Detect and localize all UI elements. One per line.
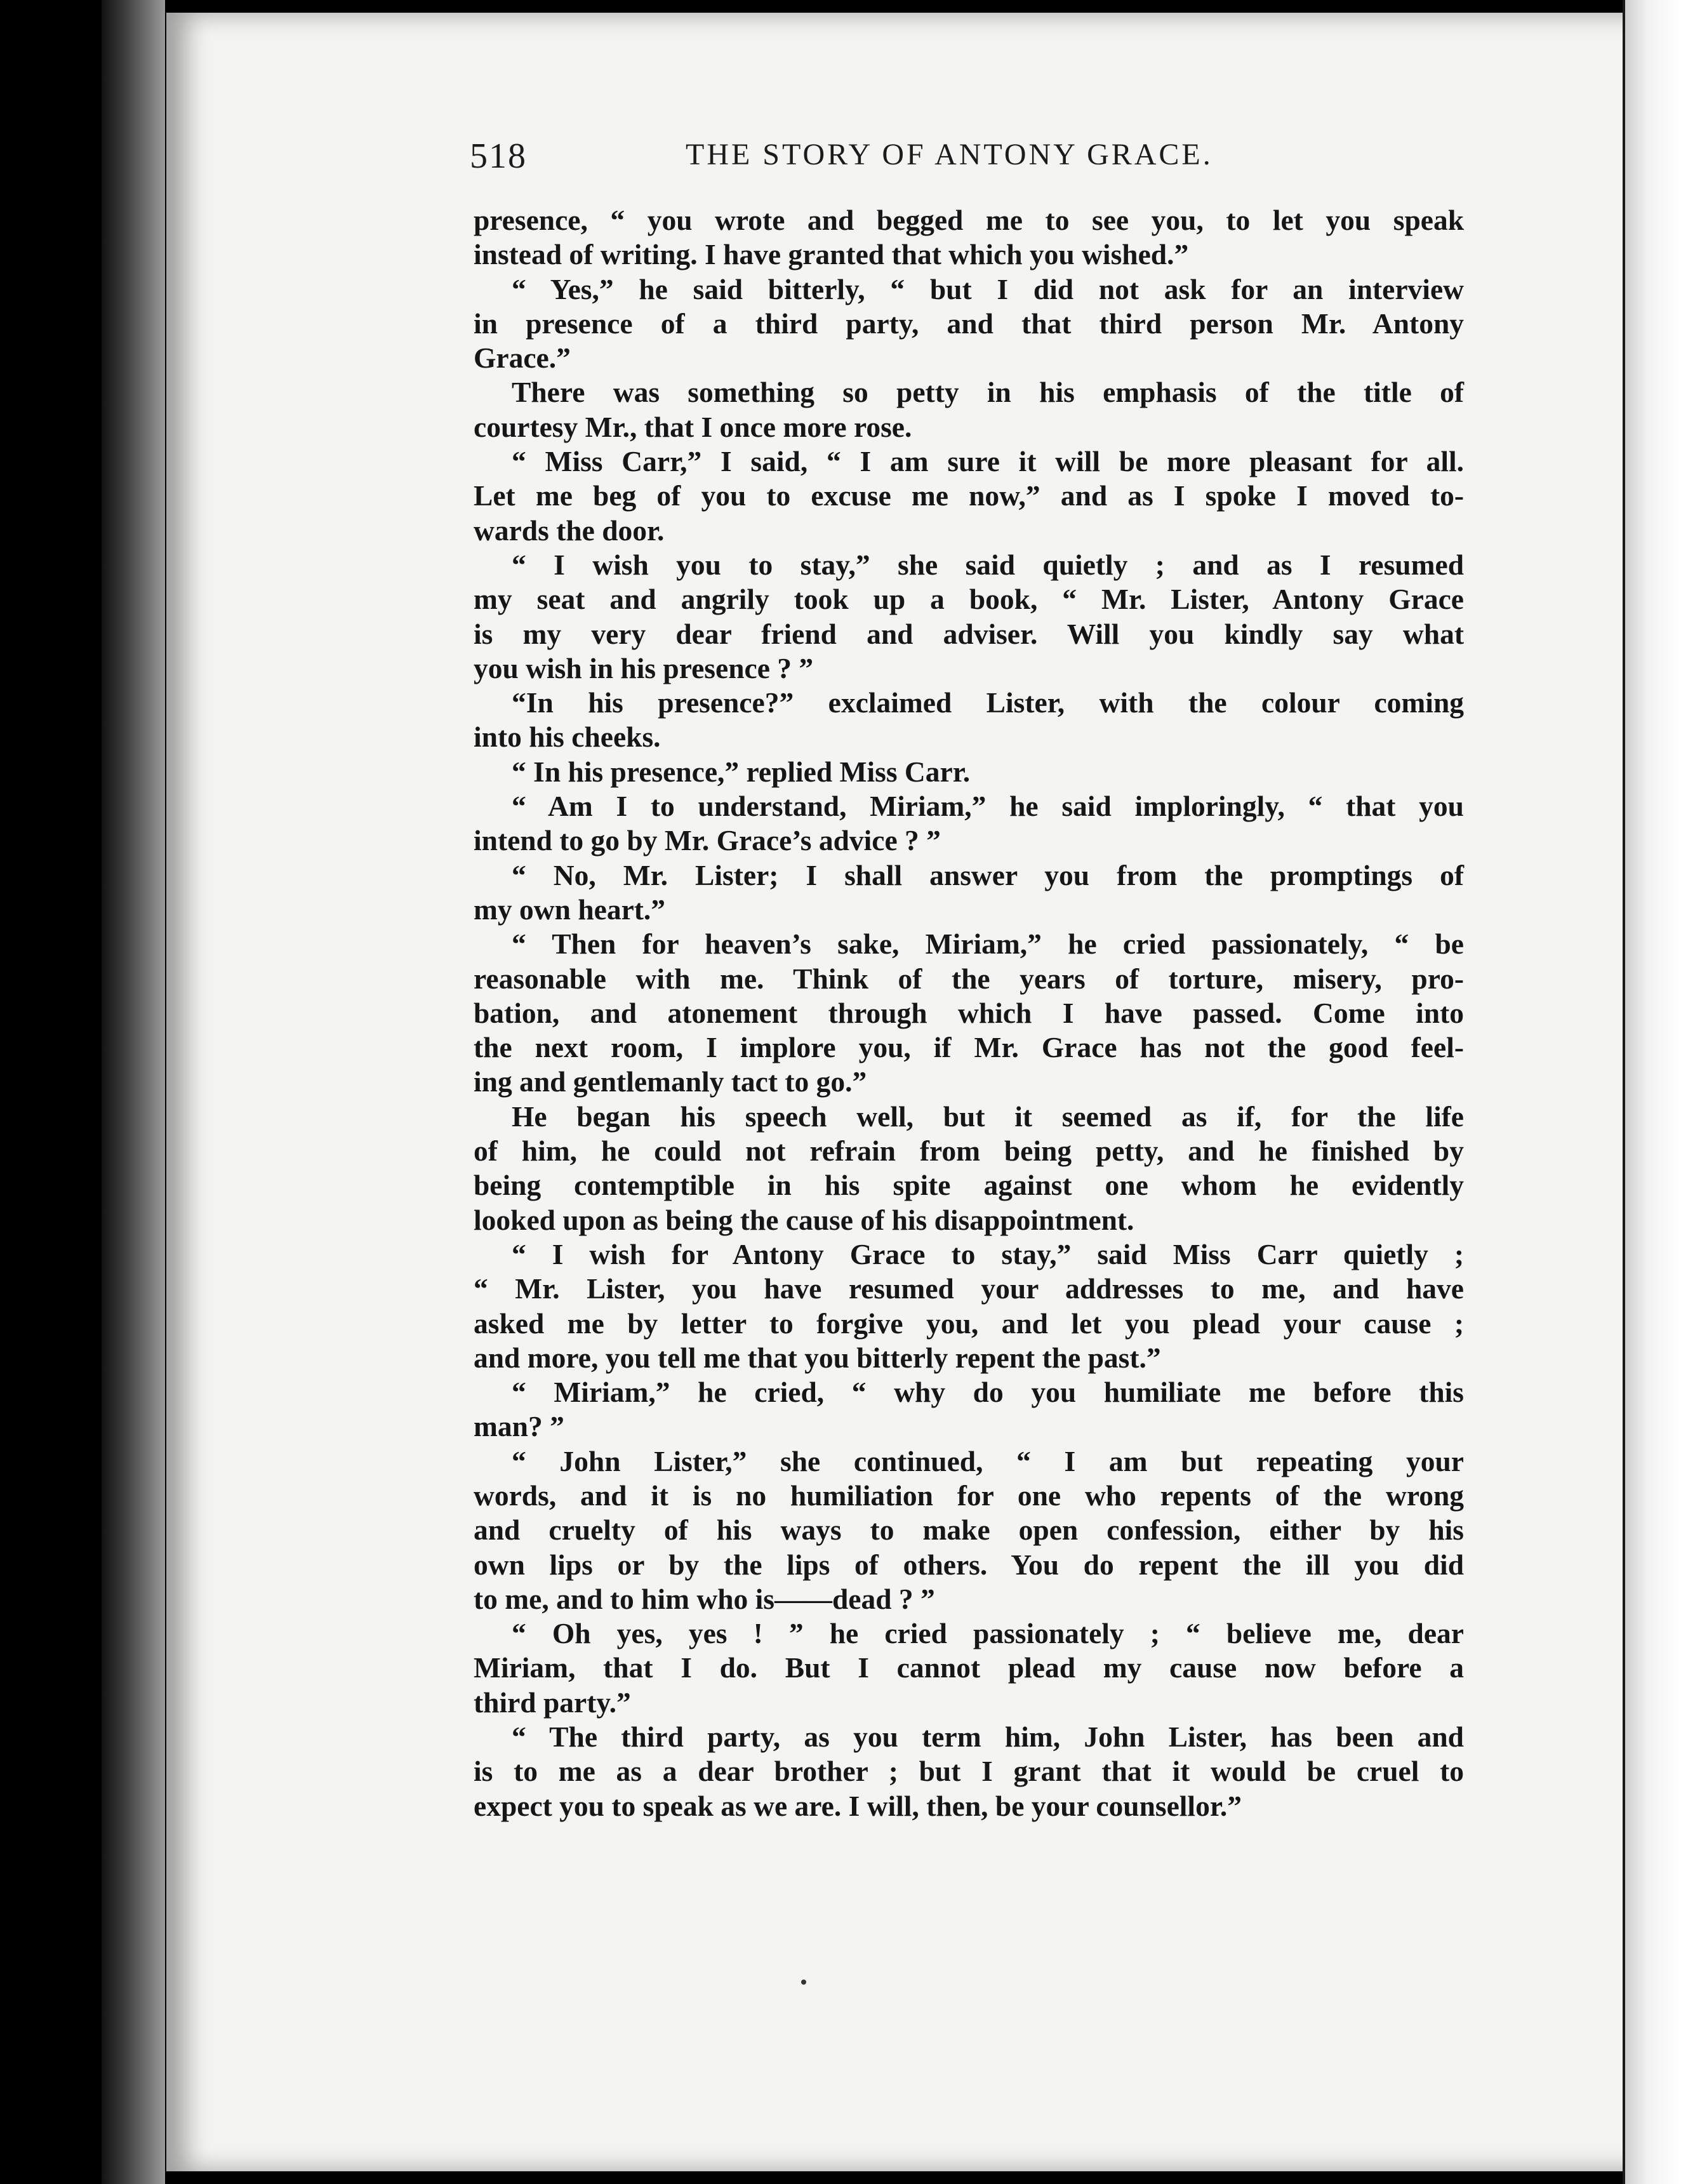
- facing-page-edge: [1625, 0, 1681, 2184]
- text-line: “ In his presence,” replied Miss Carr.: [512, 755, 971, 788]
- text-line: “ I wish you to stay,” she said quietly ; and as I resumed: [512, 548, 1464, 581]
- text-line: He began his speech well, but it seemed as if, for the life: [512, 1100, 1464, 1133]
- text-line: Let me beg of you to excuse me now,” and as I spoke I moved to-: [474, 479, 1464, 512]
- text-line: own lips or by the lips of others. You do repent the ill you did: [474, 1548, 1464, 1581]
- text-line: third party.”: [474, 1686, 631, 1719]
- text-line: “ Oh yes, yes ! ” he cried passionately ; “ believe me, dear: [512, 1617, 1464, 1650]
- text-line: presence, “ you wrote and begged me to see you, to let you speak: [474, 204, 1464, 236]
- text-line: reasonable with me. Think of the years of torture, misery, pro-: [474, 962, 1464, 995]
- text-line: of him, he could not refrain from being petty, and he finished by: [474, 1135, 1464, 1168]
- text-line: ing and gentlemanly tact to go.”: [474, 1065, 867, 1098]
- text-line: “ Then for heaven’s sake, Miriam,” he cried passionately, “ be: [512, 928, 1464, 961]
- text-line: “ Am I to understand, Miriam,” he said imploringly, “ that you: [512, 790, 1464, 823]
- text-line: looked upon as being the cause of his disappointment.: [474, 1203, 1134, 1236]
- text-line: “ Mr. Lister, you have resumed your addresses to me, and have: [474, 1272, 1464, 1305]
- text-line: and cruelty of his ways to make open confession, either by his: [474, 1514, 1464, 1547]
- text-line: “ The third party, as you term him, John Lister, has been and: [512, 1721, 1464, 1754]
- text-line: to me, and to him who is——dead ? ”: [474, 1582, 935, 1615]
- text-line: “ Yes,” he said bitterly, “ but I did not ask for an interview: [512, 272, 1464, 305]
- text-line: instead of writing. I have granted that which you wished.”: [474, 238, 1189, 271]
- text-line: words, and it is no humiliation for one who repents of the wrong: [474, 1479, 1464, 1512]
- text-line: There was something so petty in his emphasis of the title of: [512, 376, 1464, 409]
- book-spine: [102, 0, 165, 2184]
- text-line: “ Miriam,” he cried, “ why do you humiliate me before this: [512, 1376, 1464, 1409]
- text-line: the next room, I implore you, if Mr. Grace has not the good feel-: [474, 1031, 1464, 1064]
- page-number: 518: [470, 136, 527, 176]
- text-line: in presence of a third party, and that third person Mr. Antony: [474, 307, 1464, 340]
- page-header: [470, 136, 1473, 180]
- text-line: you wish in his presence ? ”: [474, 651, 814, 684]
- text-line: “In his presence?” exclaimed Lister, with the colour coming: [512, 686, 1464, 719]
- text-line: is my very dear friend and adviser. Will you kindly say what: [474, 617, 1464, 650]
- text-line: intend to go by Mr. Grace’s advice ? ”: [474, 824, 941, 857]
- text-line: into his cheeks.: [474, 721, 661, 754]
- text-line: Grace.”: [474, 342, 571, 375]
- text-line: Miriam, that I do. But I cannot plead my cause now before a: [474, 1651, 1464, 1684]
- text-line: wards the door.: [474, 514, 665, 547]
- running-title: THE STORY OF ANTONY GRACE.: [686, 138, 1213, 171]
- text-line: man? ”: [474, 1410, 564, 1443]
- text-line: “ No, Mr. Lister; I shall answer you from the promptings of: [512, 858, 1464, 891]
- text-line: my seat and angrily took up a book, “ Mr. Lister, Antony Grace: [474, 583, 1464, 616]
- text-line: “ Miss Carr,” I said, “ I am sure it will be more pleasant for all.: [512, 445, 1464, 478]
- text-line: “ I wish for Antony Grace to stay,” said Miss Carr quietly ;: [512, 1237, 1464, 1270]
- text-line: bation, and atonement through which I have passed. Come into: [474, 996, 1464, 1029]
- text-line: expect you to speak as we are. I will, then, be your counsellor.”: [474, 1789, 1242, 1822]
- printer-mark: [801, 1980, 806, 1985]
- text-line: my own heart.”: [474, 893, 666, 926]
- text-line: and more, you tell me that you bitterly repent the past.”: [474, 1341, 1161, 1374]
- text-line: being contemptible in his spite against one whom he evidently: [474, 1169, 1464, 1202]
- text-line: courtesy Mr., that I once more rose.: [474, 410, 912, 443]
- text-line: is to me as a dear brother ; but I grant that it would be cruel to: [474, 1755, 1464, 1788]
- body-text: [474, 203, 1464, 1823]
- text-line: “ John Lister,” she continued, “ I am but repeating your: [512, 1444, 1464, 1477]
- text-line: asked me by letter to forgive you, and let you plead your cause ;: [474, 1307, 1464, 1340]
